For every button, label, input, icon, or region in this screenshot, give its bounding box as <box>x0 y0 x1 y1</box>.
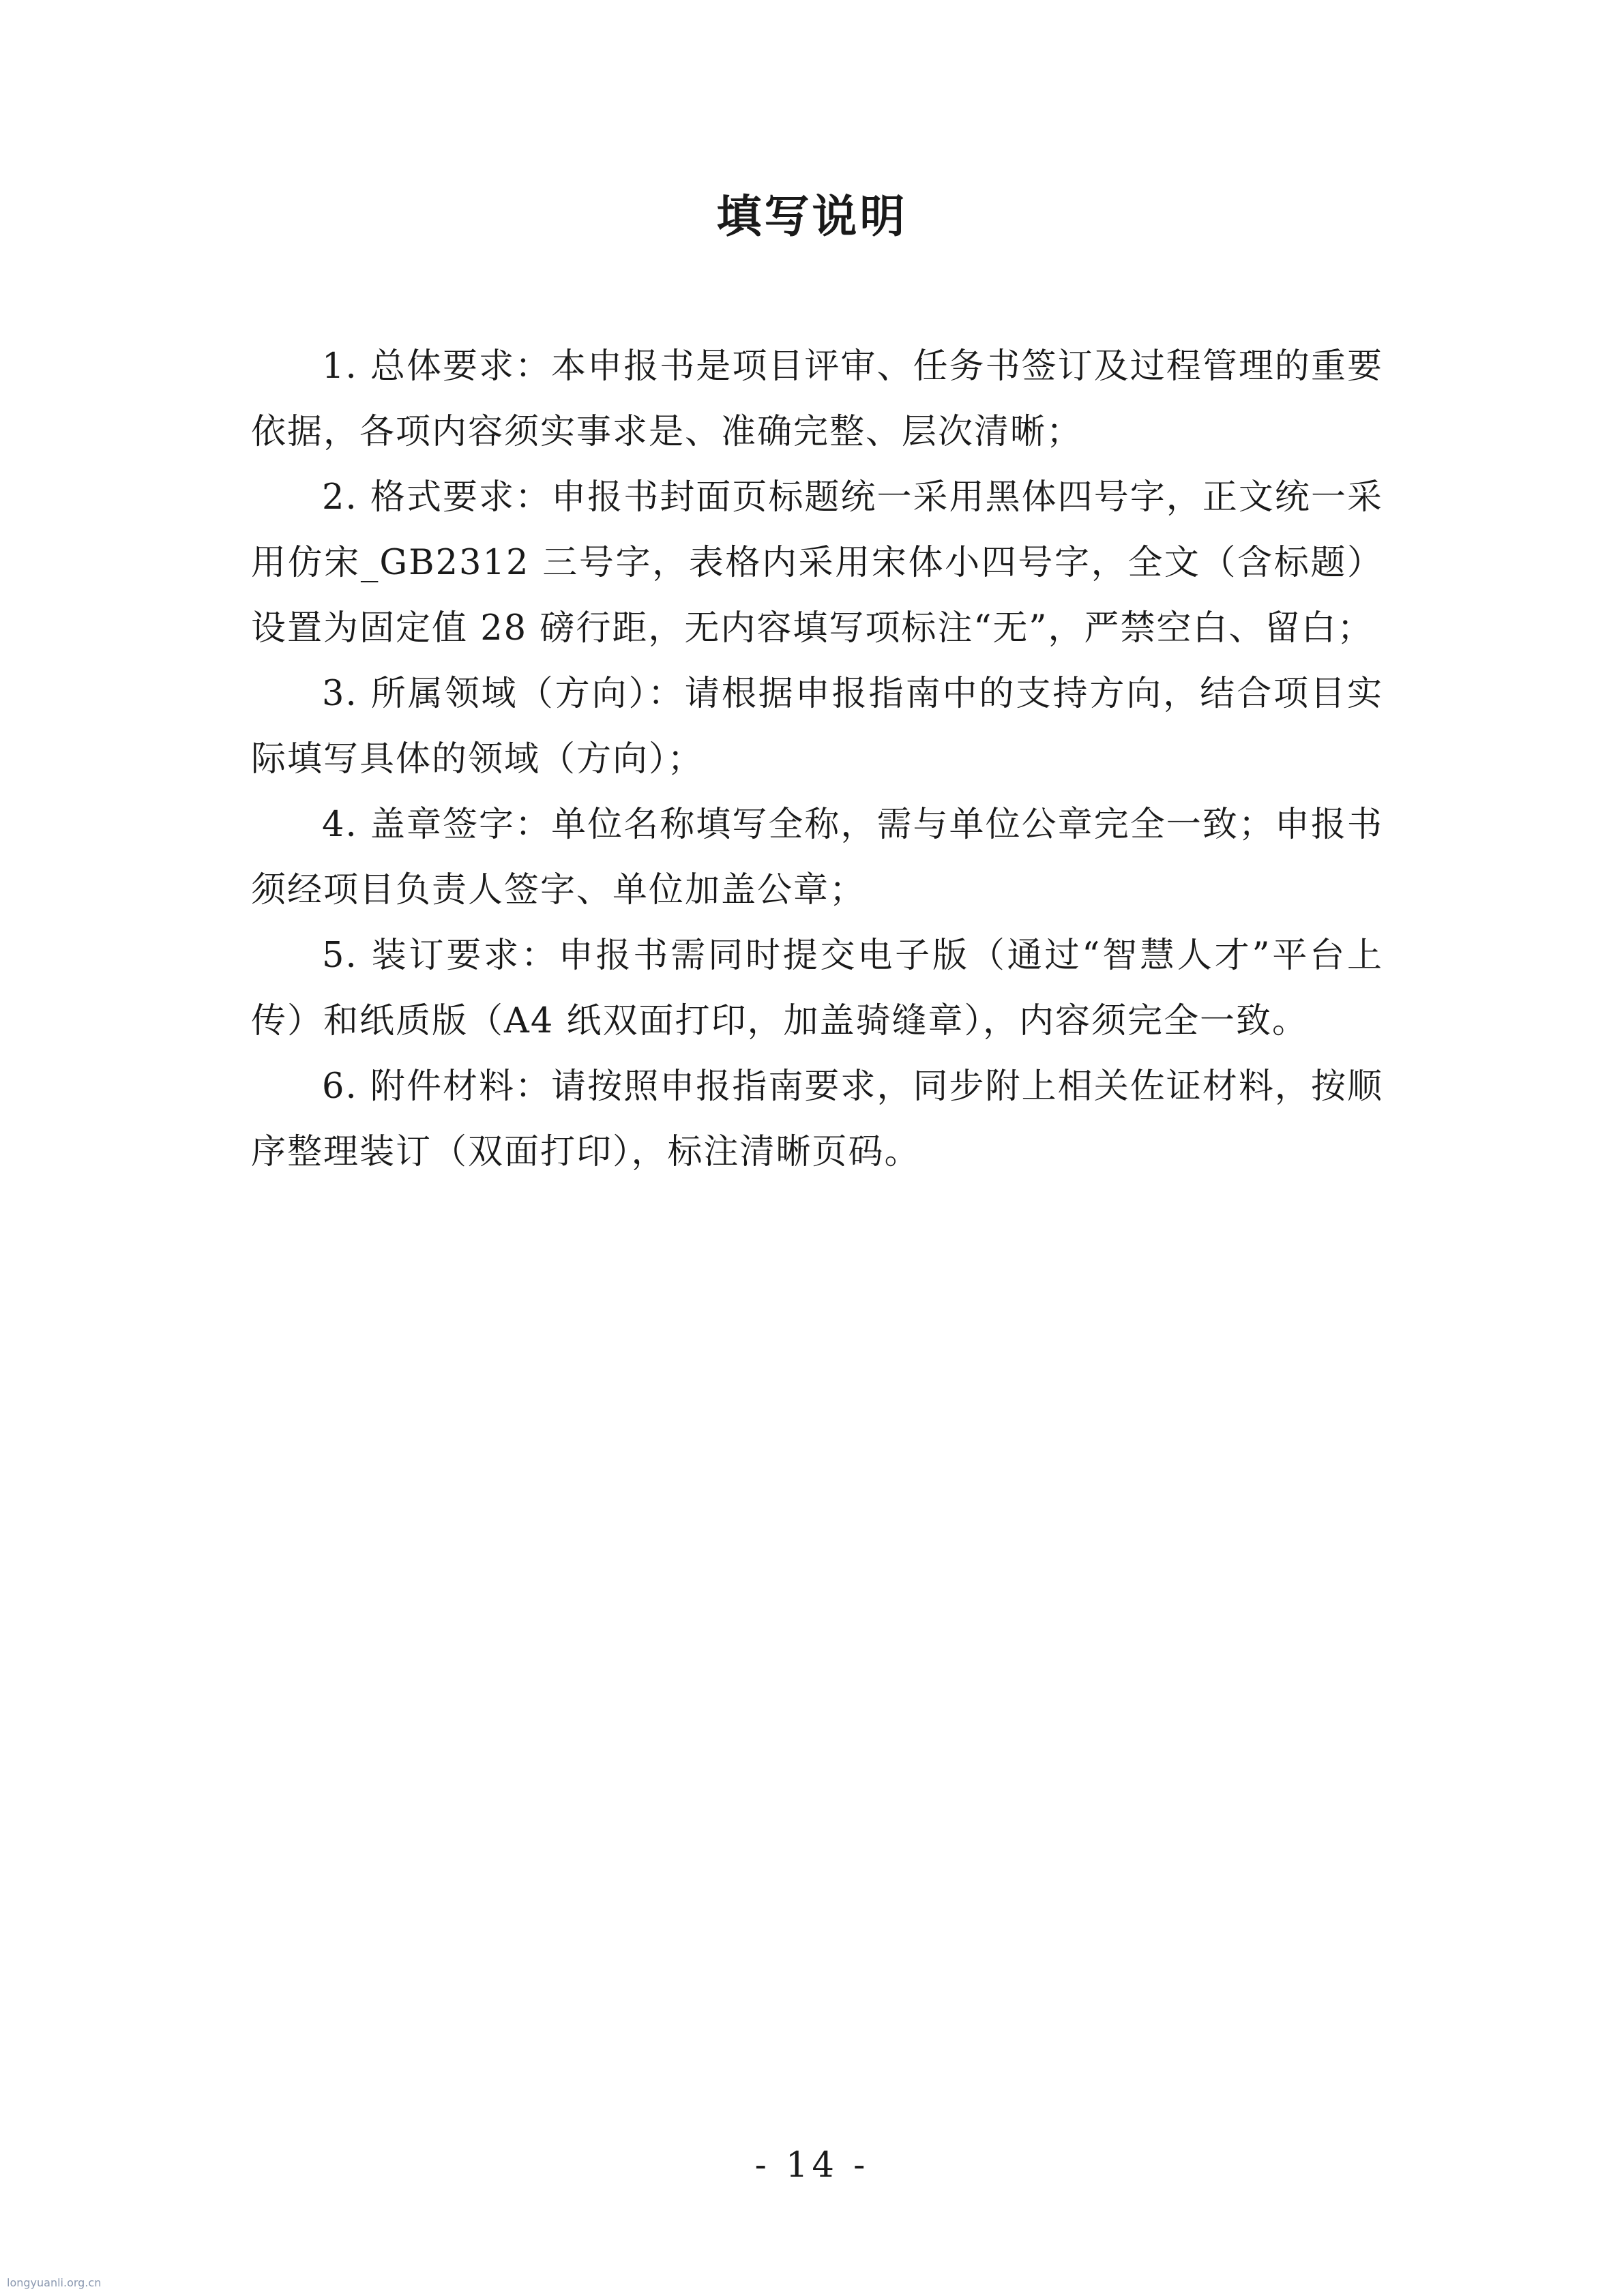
instruction-paragraph-6: 6. 附件材料：请按照申报指南要求，同步附上相关佐证材料，按顺序整理装订（双面打印），标注清晰页码。 <box>251 1067 1383 1172</box>
site-watermark: longyuanli.org.cn <box>7 2276 102 2289</box>
instruction-paragraph-5: 5. 装订要求：申报书需同时提交电子版（通过“智慧人才”平台上传）和纸质版（A4 纸双面打印，加盖骑缝章），内容须完全一致。 <box>251 936 1383 1041</box>
instructions-body <box>251 334 1383 1185</box>
instruction-paragraph-3: 3. 所属领域（方向）：请根据申报指南中的支持方向，结合项目实际填写具体的领域（方向）； <box>251 674 1383 779</box>
page-number: - 14 - <box>754 2145 870 2186</box>
page-title: 填写说明 <box>716 190 908 243</box>
instruction-paragraph-4: 4. 盖章签字：单位名称填写全称，需与单位公章完全一致；申报书须经项目负责人签字、单位加盖公章； <box>251 805 1383 910</box>
instruction-paragraph-1: 1. 总体要求：本申报书是项目评审、任务书签订及过程管理的重要依据，各项内容须实事求是、准确完整、层次清晰； <box>251 346 1383 452</box>
instruction-paragraph-2: 2. 格式要求：申报书封面页标题统一采用黑体四号字，正文统一采用仿宋_GB2312 三号字，表格内采用宋体小四号字，全文（含标题）设置为固定值 28 磅行距，无内容填写项标注“无”，严禁空白、留白； <box>251 477 1383 648</box>
